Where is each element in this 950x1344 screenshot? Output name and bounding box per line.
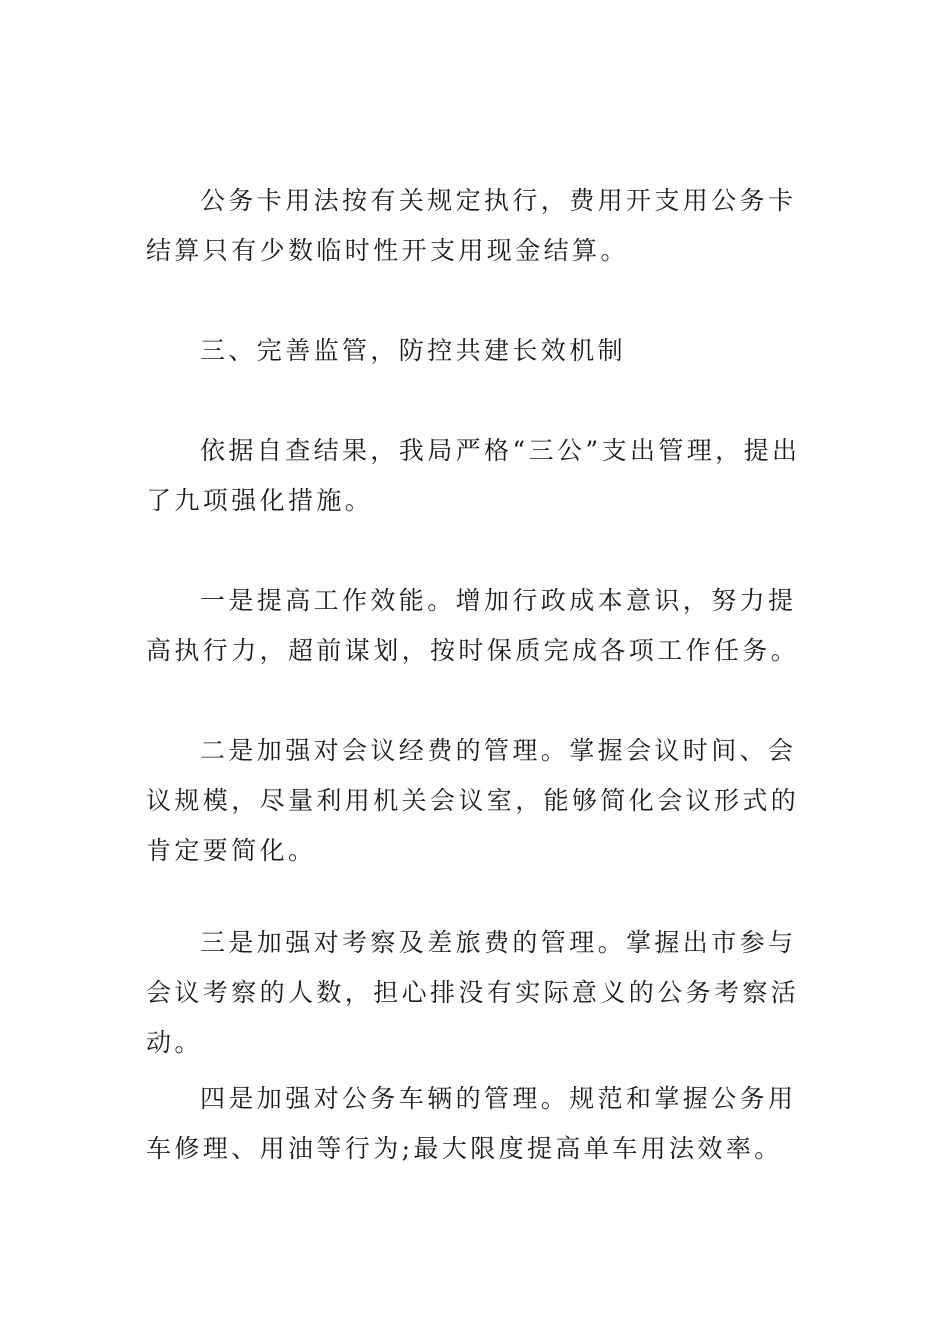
paragraph-measure-three: 三是加强对考察及差旅费的管理。掌握出市参与会议考察的人数，担心排没有实际意义的公务考察活动。 xyxy=(146,928,800,1057)
paragraph-measure-four: 四是加强对公务车辆的管理。规范和掌握公务用车修理、用油等行为;最大限度提高单车用法效率。 xyxy=(146,1084,797,1163)
section-heading-supervision: 三、完善监管，防控共建长效机制 xyxy=(200,336,627,365)
paragraph-measure-two: 二是加强对会议经费的管理。掌握会议时间、会议规模，尽量利用机关会议室，能够简化会议形式的肯定要简化。 xyxy=(146,736,800,865)
paragraph-measure-one: 一是提高工作效能。增加行政成本意识，努力提高执行力，超前谋划，按时保质完成各项工作任务。 xyxy=(146,586,800,665)
paragraph-self-inspection: 依据自查结果，我局严格“三公”支出管理，提出了九项强化措施。 xyxy=(146,436,801,515)
paragraph-official-card-usage: 公务卡用法按有关规定执行，费用开支用公务卡结算只有少数临时性开支用现金结算。 xyxy=(146,186,797,265)
